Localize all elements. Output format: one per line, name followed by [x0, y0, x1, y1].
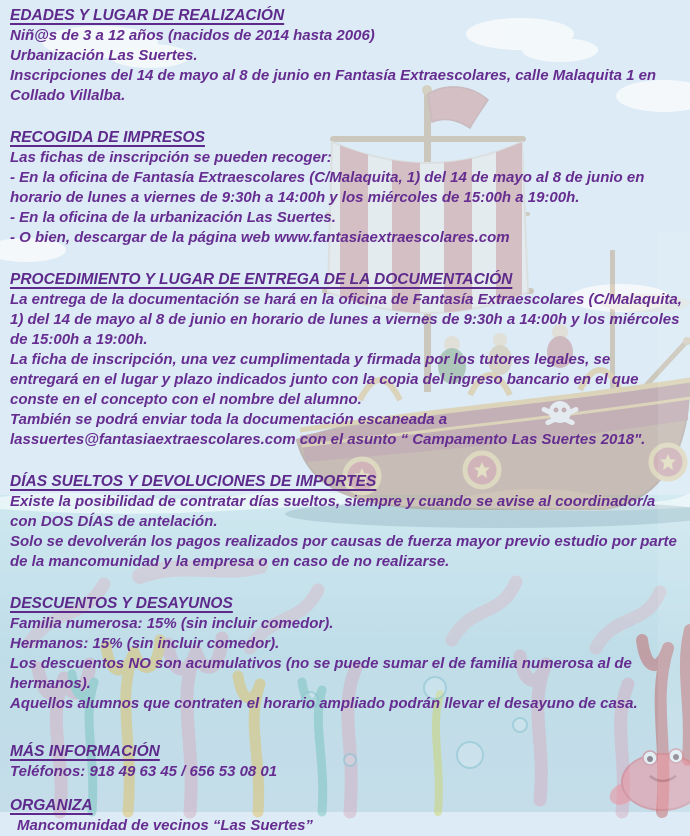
- paragraph: También se podrá enviar toda la documentación escaneada a: [10, 411, 448, 428]
- section-heading: RECOGIDA DE IMPRESOS: [10, 129, 205, 146]
- paragraph: La ficha de inscripción, una vez cumplimentada y firmada por los tutores legales, se entregará en el lugar y plazo indicados junto con la copia del ingreso bancario en el que conste en el concepto con el nombre del alumno.: [10, 351, 639, 408]
- section-organiza: [10, 796, 682, 836]
- phone-numbers: Teléfonos: 918 49 63 45 / 656 53 08 01: [10, 763, 278, 780]
- section-dias-sueltos: [10, 472, 682, 572]
- section-edades: [10, 6, 682, 106]
- paragraph: Hermanos: 15% (sin incluir comedor).: [10, 635, 280, 652]
- section-heading: DESCUENTOS Y DESAYUNOS: [10, 595, 233, 612]
- section-recogida: [10, 128, 682, 248]
- section-heading: PROCEDIMIENTO Y LUGAR DE ENTREGA DE LA DOCUMENTACIÓN: [10, 271, 513, 288]
- paragraph: La entrega de la documentación se hará en la oficina de Fantasía Extraescolares (C/Malaquita, 1) del 14 de mayo al 8 de junio en horario de lunes a viernes de 9:30h a 14:00h y los miércoles de 15:00h a 19:00h.: [10, 291, 682, 348]
- section-heading: MÁS INFORMACIÓN: [10, 743, 160, 760]
- paragraph: Urbanización Las Suertes.: [10, 47, 198, 64]
- paragraph: Niñ@s de 3 a 12 años (nacidos de 2014 hasta 2006): [10, 27, 375, 44]
- paragraph: Aquellos alumnos que contraten el horario ampliado podrán llevar el desayuno de casa.: [10, 695, 638, 712]
- paragraph: Existe la posibilidad de contratar días sueltos, siempre y cuando se avise al coordinador/a con DOS DÍAS de antelación.: [10, 493, 656, 530]
- paragraph: Familia numerosa: 15% (sin incluir comedor).: [10, 615, 334, 632]
- paragraph: - O bien, descargar de la página web www.fantasiaextraescolares.com: [10, 229, 510, 246]
- paragraph: - En la oficina de la urbanización Las Suertes.: [10, 209, 336, 226]
- section-descuentos: [10, 594, 682, 714]
- section-procedimiento: [10, 270, 682, 450]
- paragraph: Inscripciones del 14 de mayo al 8 de junio en Fantasía Extraescolares, calle Malaquita 1 en Collado Villalba.: [10, 67, 657, 104]
- organizer-name: Mancomunidad de vecinos “Las Suertes”: [17, 817, 313, 834]
- section-heading: ORGANIZA: [10, 797, 93, 814]
- section-heading: DÍAS SUELTOS Y DEVOLUCIONES DE IMPORTES: [10, 473, 377, 490]
- paragraph: - En la oficina de Fantasía Extraescolares (C/Malaquita, 1) del 14 de mayo al 8 de junio en horario de lunes a viernes de 9:30h a 14:00h y los miércoles de 15:00h a 19:00h.: [10, 169, 645, 206]
- paragraph: Los descuentos NO son acumulativos (no se puede sumar el de familia numerosa al de hermanos).: [10, 655, 632, 692]
- paragraph: Solo se devolverán los pagos realizados por causas de fuerza mayor previo estudio por parte de la mancomunidad y la empresa o en caso de no realizarse.: [10, 533, 677, 570]
- section-mas-informacion: [10, 742, 682, 782]
- paragraph: lassuertes@fantasiaextraescolares.com con el asunto “ Campamento Las Suertes 2018".: [10, 431, 646, 448]
- paragraph: Las fichas de inscripción se pueden recoger:: [10, 149, 332, 166]
- section-heading: EDADES Y LUGAR DE REALIZACIÓN: [10, 7, 285, 24]
